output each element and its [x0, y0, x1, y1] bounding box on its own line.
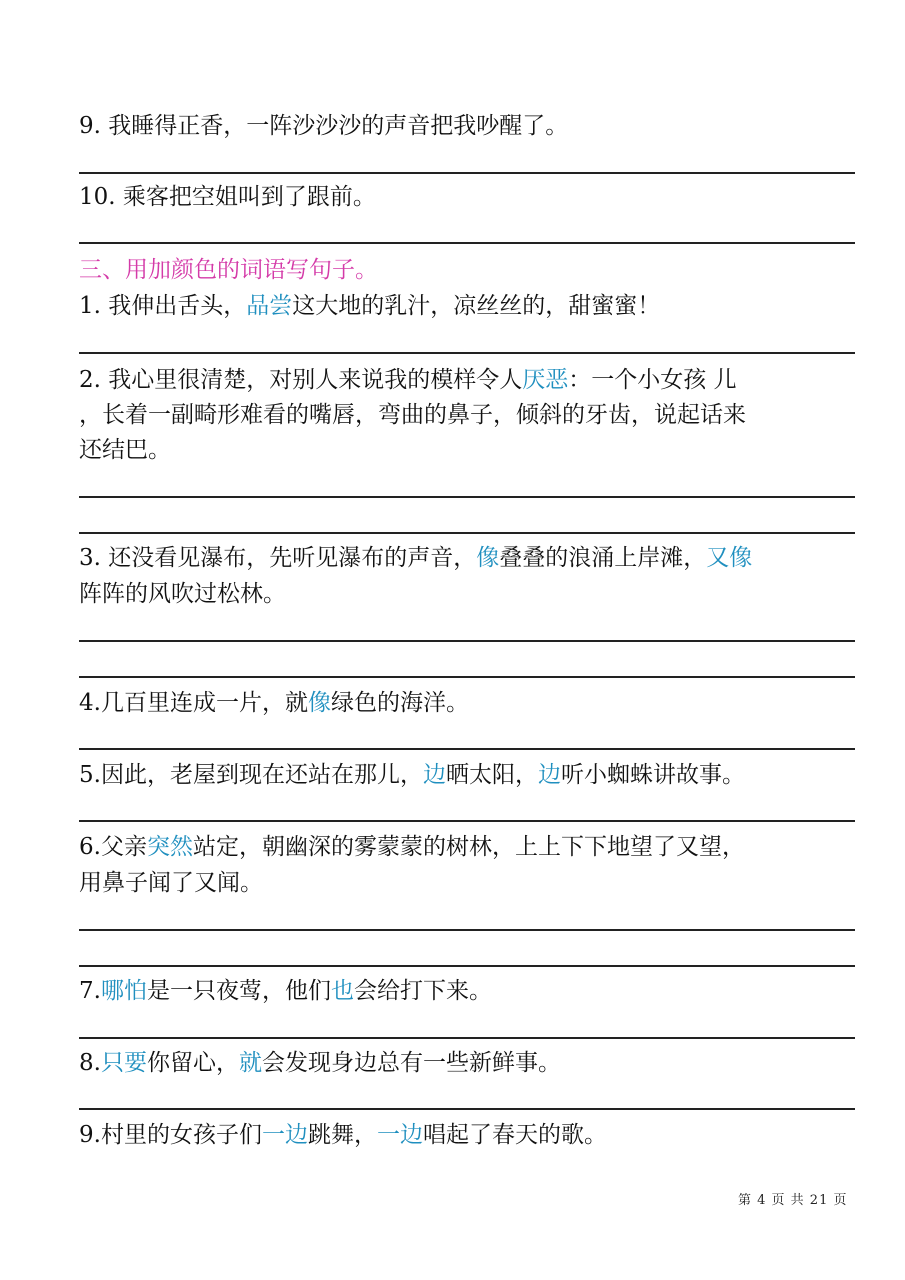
sentence-text: ：一个小女孩 儿	[568, 367, 737, 393]
exercise-sentence	[79, 1045, 869, 1081]
answer-line	[79, 748, 855, 750]
sentence-text: 用鼻子闻了又闻。	[79, 870, 263, 896]
exercise-sentence	[79, 973, 869, 1009]
sentence-text: 9. 我睡得正香，一阵沙沙沙的声音把我吵醒了。	[79, 113, 569, 139]
highlighted-word: 就	[238, 1050, 262, 1076]
answer-line	[79, 820, 855, 822]
answer-line	[79, 1037, 855, 1039]
sentence-text: 9.村里的女孩子们	[79, 1122, 262, 1148]
sentence-text: 是一只夜莺，他们	[146, 978, 331, 1004]
answer-line	[79, 172, 855, 174]
highlighted-word: 哪怕	[100, 978, 147, 1004]
exercise-sentence	[79, 757, 869, 793]
sentence-text: 会给打下来。	[353, 978, 492, 1004]
answer-line	[79, 676, 855, 678]
sentence-text: 还结巴。	[79, 437, 171, 463]
exercise-sentence	[79, 1117, 869, 1153]
sentence-text: 叠叠的浪涌上岸滩，	[499, 545, 707, 571]
highlighted-word: 像	[476, 545, 500, 571]
sentence-text: ，长着一副畸形难看的嘴唇，弯曲的鼻子，倾斜的牙齿，说起话来	[79, 402, 746, 428]
answer-line	[79, 496, 855, 498]
answer-line	[79, 242, 855, 244]
sentence-text: 绿色的海洋。	[330, 690, 469, 716]
sentence-text: 听小蜘蛛讲故事。	[560, 762, 745, 788]
answer-line	[79, 352, 855, 354]
sentence-text: 10. 乘客把空姐叫到了跟前。	[79, 184, 376, 210]
answer-line	[79, 1108, 855, 1110]
sentence-text: 晒太阳，	[445, 762, 538, 788]
sentence-text: 4.几百里连成一片，就	[79, 690, 308, 716]
sentence-text: 你留心，	[146, 1050, 239, 1076]
highlighted-word: 只要	[100, 1050, 147, 1076]
sentence-text: 5.因此，老屋到现在还站在那儿，	[79, 762, 423, 788]
exercise-sentence	[79, 362, 869, 398]
sentence-text: 1. 我伸出舌头，	[79, 293, 247, 319]
page-number: 第 4 页 共 21 页	[738, 1193, 848, 1208]
highlighted-word: 厌恶	[522, 367, 569, 393]
exercise-sentence	[79, 288, 869, 324]
sentence-text: 唱起了春天的歌。	[422, 1122, 607, 1148]
sentence-text: 2. 我心里很清楚，对别人来说我的模样令人	[79, 367, 523, 393]
answer-line	[79, 929, 855, 931]
sentence-text: 6.父亲	[79, 834, 147, 860]
exercise-sentence	[79, 540, 869, 576]
sentence-text: 这大地的乳汁，凉丝丝的，甜蜜蜜！	[292, 293, 661, 319]
answer-line	[79, 640, 855, 642]
exercise-sentence	[79, 829, 869, 865]
highlighted-word: 一边	[261, 1122, 308, 1148]
sentence-text: 3. 还没看见瀑布，先听见瀑布的声音，	[79, 545, 477, 571]
highlighted-word: 边	[537, 762, 561, 788]
highlighted-word: 一边	[376, 1122, 423, 1148]
sentence-text: 站定，朝幽深的雾蒙蒙的树林，上上下下地望了又望，	[192, 834, 745, 860]
exercise-sentence	[79, 179, 869, 215]
sentence-continuation	[79, 397, 869, 433]
sentence-continuation	[79, 432, 869, 468]
exercise-sentence	[79, 108, 869, 144]
highlighted-word: 突然	[146, 834, 193, 860]
highlighted-word: 也	[330, 978, 354, 1004]
sentence-text: 跳舞，	[307, 1122, 377, 1148]
highlighted-word: 边	[422, 762, 446, 788]
sentence-continuation	[79, 865, 869, 901]
highlighted-word: 像	[307, 690, 331, 716]
sentence-continuation	[79, 576, 869, 612]
sentence-text: 会发现身边总有一些新鲜事。	[261, 1050, 561, 1076]
answer-line	[79, 532, 855, 534]
highlighted-word: 又像	[706, 545, 753, 571]
exercise-sentence	[79, 685, 869, 721]
sentence-text: 7.	[79, 978, 101, 1004]
section-heading: 三、用加颜色的词语写句子。	[79, 257, 378, 283]
sentence-text: 阵阵的风吹过松林。	[79, 581, 286, 607]
answer-line	[79, 965, 855, 967]
highlighted-word: 品尝	[246, 293, 293, 319]
sentence-text: 8.	[79, 1050, 101, 1076]
